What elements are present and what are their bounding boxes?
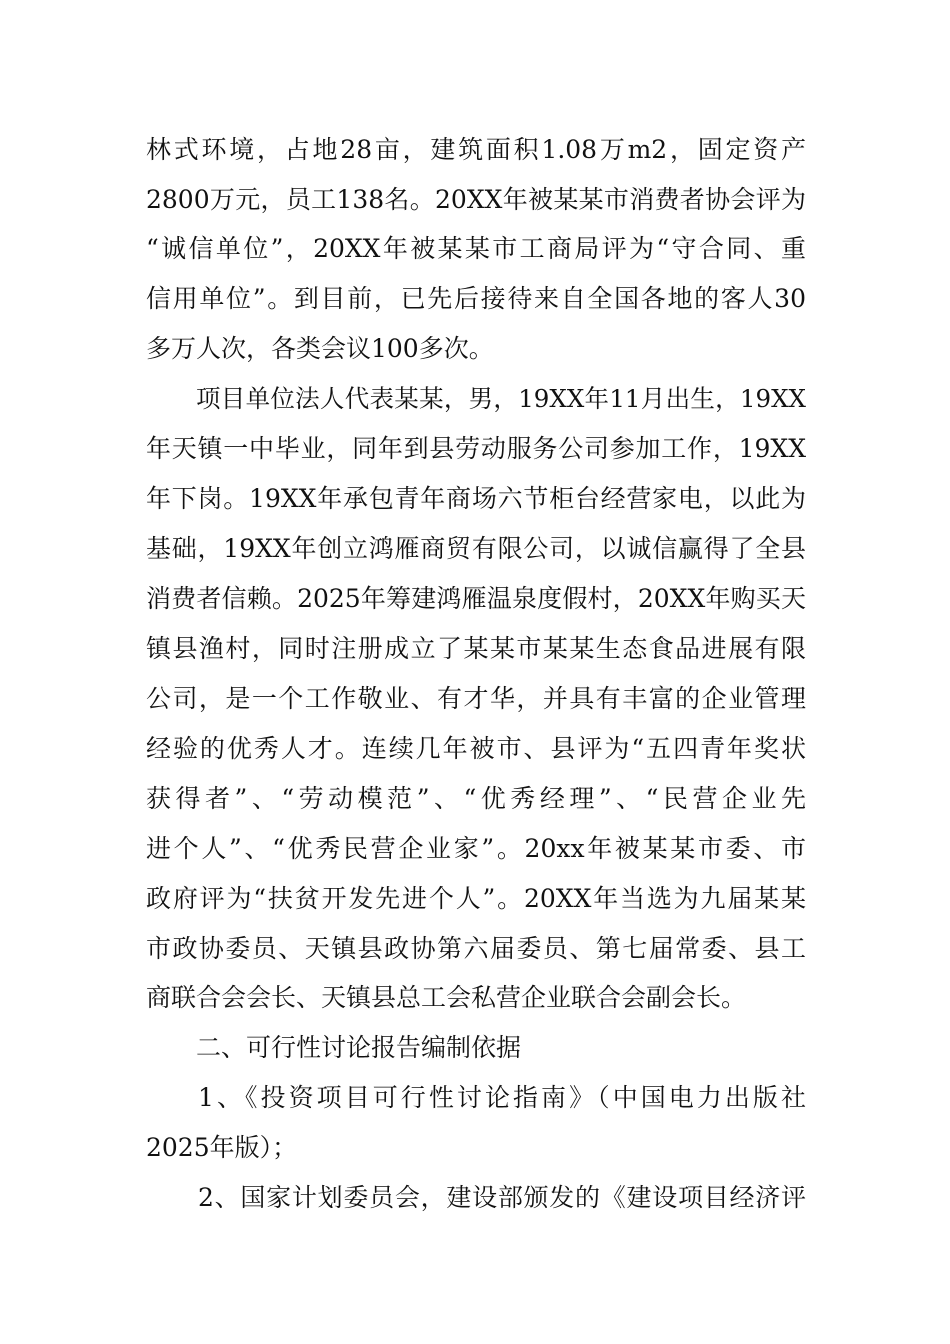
- text-line: 基础，19XX年创立鸿雁商贸有限公司，以诚信赢得了全县: [146, 534, 806, 563]
- text-line: 年下岗。19XX年承包青年商场六节柜台经营家电，以此为: [146, 484, 806, 513]
- text-line: 年天镇一中毕业，同年到县劳动服务公司参加工作，19XX: [146, 434, 806, 463]
- text-line: 经验的优秀人才。连续几年被市、县评为“五四青年奖状: [146, 734, 806, 763]
- text-line: 市政协委员、天镇县政协第六届委员、第七届常委、县工: [146, 934, 806, 963]
- text-line: 进个人”、“优秀民营企业家”。20xx年被某某市委、市: [146, 834, 806, 863]
- text-line: 2800万元，员工138名。20XX年被某某市消费者协会评为: [146, 185, 806, 214]
- text-line: “诚信单位”，20XX年被某某市工商局评为“守合同、重: [146, 234, 806, 263]
- text-line: 项目单位法人代表某某，男，19XX年11月出生，19XX: [196, 384, 806, 413]
- list-item: 2、国家计划委员会，建设部颁发的《建设项目经济评: [198, 1183, 806, 1212]
- text-line: 政府评为“扶贫开发先进个人”。20XX年当选为九届某某: [146, 884, 806, 913]
- text-line: 消费者信赖。2025年筹建鸿雁温泉度假村，20XX年购买天: [146, 584, 806, 613]
- text-line: 信用单位”。到目前，已先后接待来自全国各地的客人30: [146, 284, 806, 313]
- list-item: 1、《投资项目可行性讨论指南》（中国电力出版社: [198, 1083, 806, 1112]
- text-line: 公司，是一个工作敬业、有才华，并具有丰富的企业管理: [146, 684, 806, 713]
- text-line: 多万人次，各类会议100多次。: [146, 334, 494, 363]
- section-heading: 二、可行性讨论报告编制依据: [196, 1033, 522, 1062]
- text-line: 2025年版）；: [146, 1133, 298, 1162]
- text-line: 林式环境，占地28亩，建筑面积1.08万m2，固定资产: [146, 135, 806, 164]
- text-line: 镇县渔村，同时注册成立了某某市某某生态食品进展有限: [146, 634, 806, 663]
- text-line: 商联合会会长、天镇县总工会私营企业联合会副会长。: [146, 983, 747, 1012]
- text-line: 获得者”、“劳动模范”、“优秀经理”、“民营企业先: [146, 784, 806, 813]
